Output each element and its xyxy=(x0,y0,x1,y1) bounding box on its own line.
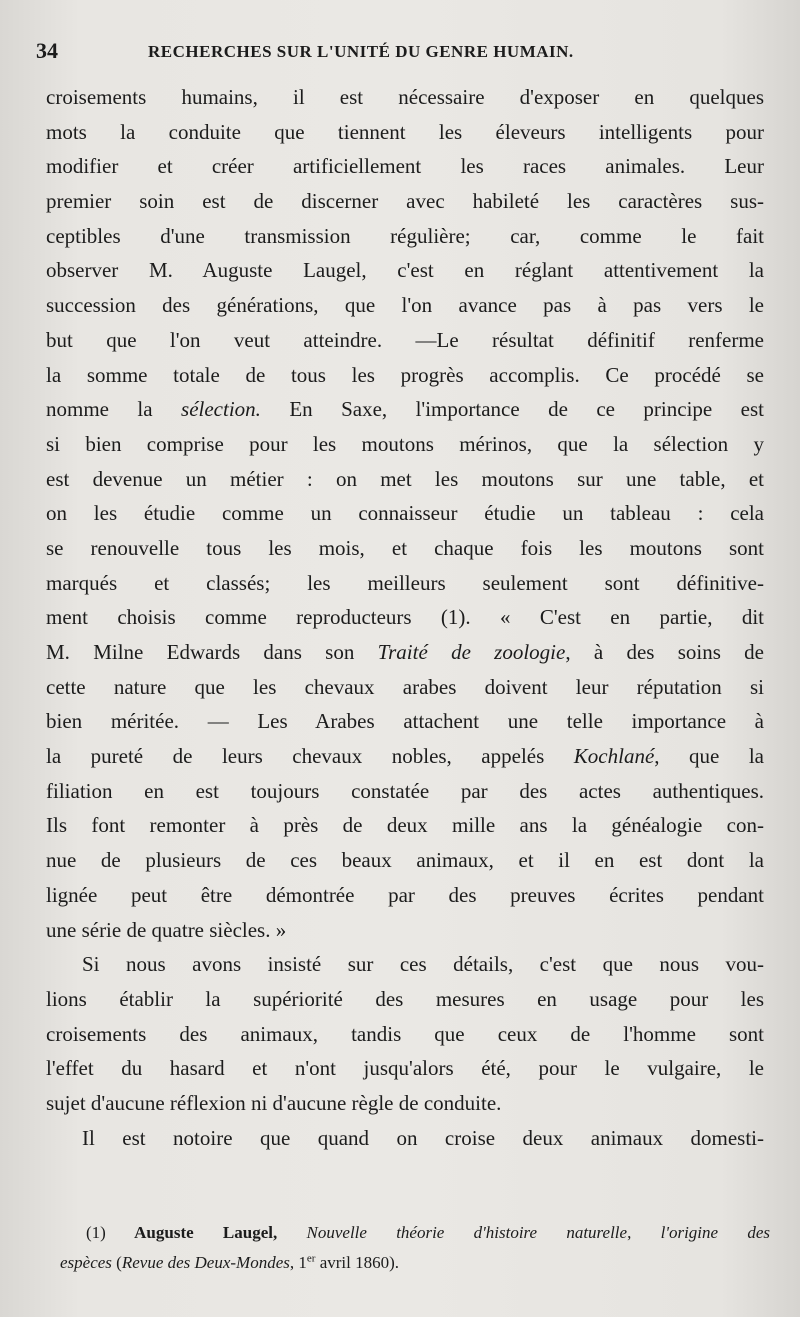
text-line: nue de plusieurs de ces beaux animaux, et il en est dont la xyxy=(46,848,764,873)
text-line: croisements humains, il est nécessaire d'exposer en quelques xyxy=(46,85,764,109)
text-line: modifier et créer artificiellement les races animales. Leur xyxy=(46,154,764,179)
text-span: En Saxe, l'importance de ce principe est xyxy=(260,397,764,422)
page-number: 34 xyxy=(36,38,58,63)
body-text xyxy=(46,80,764,1155)
text-line: lions établir la supériorité des mesures en usage pour les xyxy=(46,986,764,1011)
text-line xyxy=(46,739,764,774)
running-head: RECHERCHES SUR L'UNITÉ DU GENRE HUMAIN. xyxy=(148,42,574,61)
text-line: premier soin est de discerner avec habileté les caractères sus- xyxy=(46,189,764,214)
text-span: avril 1860). xyxy=(315,1253,400,1272)
text-line: sujet d'aucune réflexion ni d'aucune règle de conduite. xyxy=(46,1090,502,1115)
text-line: marqués et classés; les meilleurs seulement sont définitive- xyxy=(46,570,764,595)
text-line: observer M. Auguste Laugel, c'est en réglant attentivement la xyxy=(46,258,764,283)
footnote-line xyxy=(60,1248,770,1278)
text-line: cette nature que les chevaux arabes doivent leur réputation si xyxy=(46,674,764,699)
text-line: si bien comprise pour les moutons mérinos, que la sélection y xyxy=(46,431,764,456)
text-line: Ils font remonter à près de deux mille ans la généalogie con- xyxy=(46,813,764,838)
paragraph-start-line: Si nous avons insisté sur ces détails, c'est que nous vou- xyxy=(82,952,764,977)
text-line: se renouvelle tous les mois, et chaque fois les moutons sont xyxy=(46,535,764,560)
text-span: ( xyxy=(111,1253,122,1272)
footnote-marker: (1) xyxy=(86,1223,106,1242)
text-span: , que la xyxy=(654,744,764,769)
italic-term-kochlane: Kochlané xyxy=(573,744,655,769)
text-line: lignée peut être démontrée par des preuves écrites pendant xyxy=(46,882,764,907)
text-span: nomme la xyxy=(46,397,182,422)
text-line: est devenue un métier : on met les moutons sur une table, et xyxy=(46,466,764,491)
text-line: succession des générations, que l'on avance pas à pas vers le xyxy=(46,293,764,318)
italic-title-traite: Traité de zoologie xyxy=(377,640,566,664)
italic-term-selection: sélection. xyxy=(181,397,261,422)
footnote-subtitle-cont: espèces xyxy=(60,1253,112,1272)
footnote-sup: er xyxy=(306,1252,316,1265)
text-line: filiation en est toujours constatée par des actes authentiques. xyxy=(46,778,764,803)
text-line: l'effet du hasard et n'ont jusqu'alors été, pour le vulgaire, le xyxy=(46,1056,764,1081)
text-span: , 1 xyxy=(289,1253,307,1272)
paragraph-start-line: Il est notoire que quand on croise deux animaux domesti- xyxy=(82,1125,764,1150)
text-line xyxy=(46,392,764,427)
footnote-subtitle: l'origine des xyxy=(660,1223,770,1242)
text-span: la pureté de leurs chevaux nobles, appelés xyxy=(46,744,574,769)
footnote-author: Auguste Laugel, xyxy=(105,1223,307,1242)
text-line: mots la conduite que tiennent les éleveurs intelligents pour xyxy=(46,119,764,144)
text-line: ceptibles d'une transmission régulière; car, comme le fait xyxy=(46,223,764,248)
text-line: une série de quatre siècles. » xyxy=(46,917,287,942)
text-span: , à des soins de xyxy=(565,640,764,664)
text-line: croisements des animaux, tandis que ceux de l'homme sont xyxy=(46,1021,764,1046)
page-header xyxy=(36,38,756,70)
text-line: ment choisis comme reproducteurs (1). « C'est en partie, dit xyxy=(46,605,764,630)
text-span: , xyxy=(627,1223,661,1242)
footnote-journal: Revue des Deux-Mondes xyxy=(121,1253,290,1272)
text-line: la somme totale de tous les progrès accomplis. Ce procédé se xyxy=(46,362,764,387)
text-line: but que l'on veut atteindre. —Le résultat définitif renferme xyxy=(46,327,764,352)
text-line: on les étudie comme un connaisseur étudie un tableau : cela xyxy=(46,501,764,526)
text-span: M. Milne Edwards dans son xyxy=(46,640,378,664)
footnote-title: Nouvelle théorie d'histoire naturelle xyxy=(306,1223,628,1242)
footnote xyxy=(60,1218,770,1278)
text-line xyxy=(46,635,764,670)
text-line: bien méritée. — Les Arabes attachent une telle importance à xyxy=(46,709,764,734)
footnote-line xyxy=(86,1218,770,1248)
